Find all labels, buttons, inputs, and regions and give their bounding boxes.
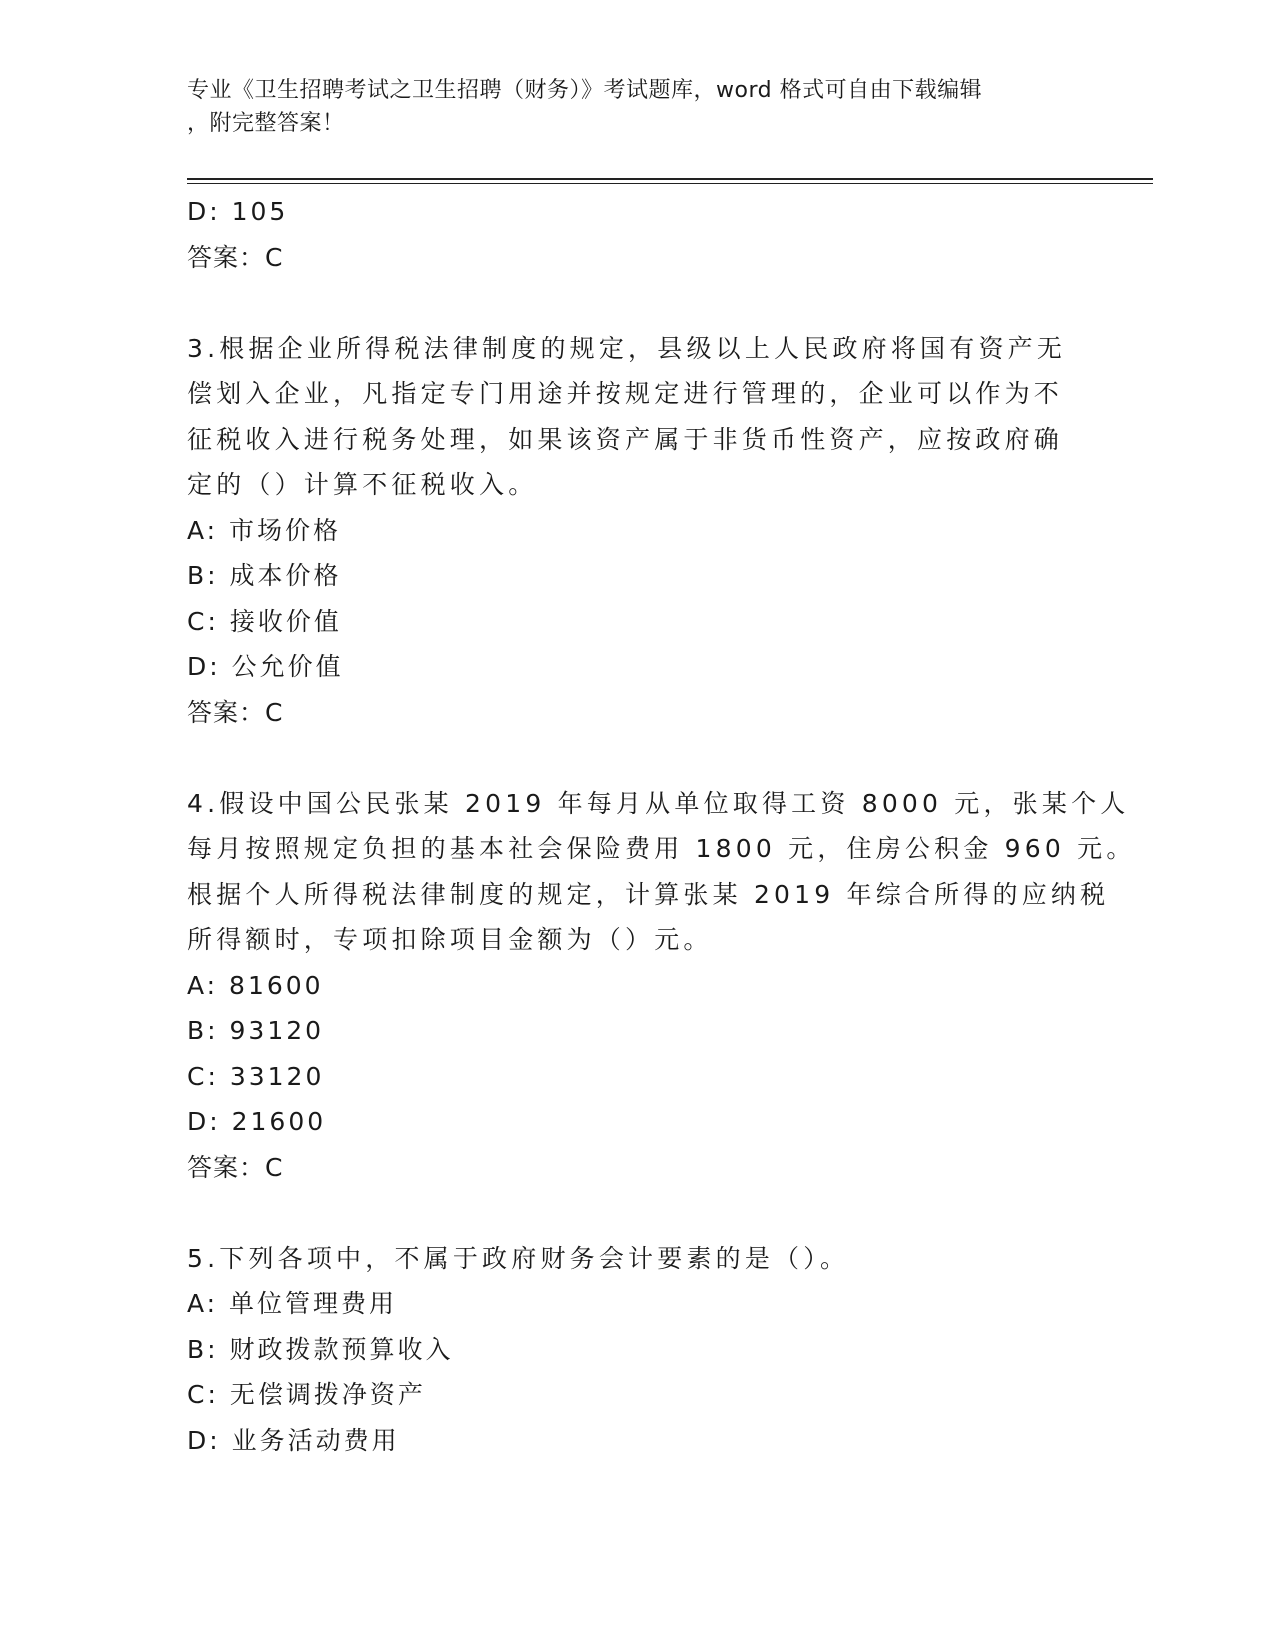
option-a: A: 81600 [187, 970, 324, 1000]
stem-line: 偿划入企业，凡指定专门用途并按规定进行管理的，企业可以作为不 [187, 379, 1064, 408]
option-a: A: 单位管理费用 [187, 1289, 398, 1318]
option-b: B: 成本价格 [187, 561, 342, 590]
header-rule-thick [187, 178, 1153, 180]
option-d: D: 业务活动费用 [187, 1425, 400, 1455]
stem-line: 征税收入进行税务处理，如果该资产属于非货币性资产，应按政府确 [187, 424, 1064, 454]
question-content [187, 189, 1136, 1463]
option-b: B: 财政拨款预算收入 [187, 1334, 454, 1364]
stem-line: 根据个人所得税法律制度的规定，计算张某 2019 年综合所得的应纳税 [187, 879, 1110, 909]
option-c: C: 33120 [187, 1061, 325, 1091]
option-c: C: 接收价值 [187, 606, 342, 636]
header-line-2: ，附完整答案！ [187, 111, 345, 136]
header-line-1: 专业《卫生招聘考试之卫生招聘（财务）》考试题库，word 格式可自由下载编辑 [187, 78, 983, 103]
option-d: D: 公允价值 [187, 652, 344, 681]
spacer [187, 735, 1087, 781]
option-c: C: 无偿调拨净资产 [187, 1380, 426, 1409]
stem-line: 定的（）计算不征税收入。 [187, 470, 538, 499]
stem-line: 5.下列各项中，不属于政府财务会计要素的是（）。 [187, 1243, 850, 1273]
option-d: D: 105 [187, 197, 289, 226]
stem-line: 3.根据企业所得税法律制度的规定，县级以上人民政府将国有资产无 [187, 333, 1067, 363]
stem-line: 所得额时，专项扣除项目金额为（）元。 [187, 925, 713, 954]
document-header [187, 74, 1067, 140]
stem-line: 每月按照规定负担的基本社会保险费用 1800 元，住房公积金 960 元。 [187, 834, 1136, 863]
spacer [187, 1190, 1087, 1236]
question-4-stem [187, 781, 1136, 963]
question-5-stem [187, 1236, 1087, 1282]
answer-line: 答案：C [187, 242, 284, 272]
option-d: D: 21600 [187, 1107, 327, 1136]
header-rule-thin [187, 183, 1153, 184]
stem-line: 4.假设中国公民张某 2019 年每月从单位取得工资 8000 元，张某个人 [187, 788, 1130, 818]
option-b: B: 93120 [187, 1016, 325, 1045]
spacer [187, 280, 1087, 326]
answer-line: 答案：C [187, 697, 284, 727]
option-a: A: 市场价格 [187, 515, 342, 545]
question-3-stem [187, 326, 1087, 508]
answer-line: 答案：C [187, 1152, 284, 1182]
